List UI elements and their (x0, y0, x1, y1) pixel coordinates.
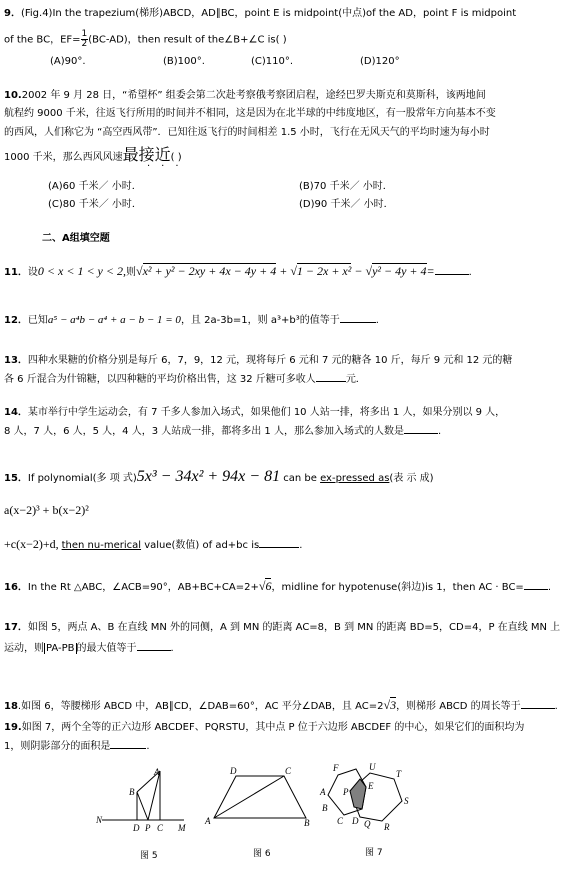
q14-end: . (437, 426, 442, 437)
q19-end: . (146, 741, 150, 752)
q19-line1 (4, 721, 524, 734)
q10-emphasis: 最接近 (122, 145, 171, 164)
q13-end: 元． (345, 374, 366, 385)
q16-answer-blank[interactable] (524, 589, 548, 590)
q10-line1 (4, 89, 486, 102)
q11-expr3: y² − 4y + 4 (372, 264, 427, 278)
q10-text-line4: 1000 千米，那么西风风速 (4, 152, 123, 163)
q18-sqrt-value: 3 (390, 698, 397, 712)
q15-polynomial: 5x³ − 34x² + 94x − 81 (136, 468, 281, 485)
fig5-caption: 图 5 (140, 851, 158, 861)
q9-line1 (4, 7, 516, 20)
q15-pre: If polynomial(多 项 式) (27, 473, 137, 484)
q14-text-line2: 8 人，7 人，6 人，5 人，4 人，3 人站成一排，都将多出 1 人，那么参加入场式的人数是 (4, 426, 404, 437)
fig7-label-c: C (337, 816, 344, 826)
q18-answer-blank[interactable] (521, 708, 555, 709)
q16-number: 16． (4, 582, 28, 593)
fig7-label-d: D (352, 816, 359, 826)
q16-sqrt: √6 (258, 579, 272, 593)
fig6-caption: 图 6 (253, 849, 271, 859)
q19-number: 19. (4, 722, 22, 733)
q9-option-b: (B)100°. (163, 56, 205, 67)
q19-line2 (4, 740, 150, 753)
fig7-label-u: U (369, 762, 376, 772)
q14-text-line1: 某市举行中学生运动会，有 7 千多人参加入场式，如果他们 10 人站一排，将多出 1 人，如果分别以 9 人， (27, 407, 506, 418)
fig7-label-q: Q (364, 819, 371, 829)
fig7-caption: 图 7 (365, 848, 383, 858)
section-heading: 二、A组填空题 (42, 233, 110, 244)
q13-line2 (4, 373, 366, 386)
q9-text-line2-pre: of the BC，EF= (4, 34, 81, 46)
q10-number: 10. (4, 90, 22, 101)
q11-expr1: x² + y² − 2xy + 4x − 4y + 4 (142, 264, 277, 278)
fig6-label-b: B (304, 818, 310, 826)
q13-text-line1: 四种水果糖的价格分别是每斤 6，7，9，12 元，现将每斤 6 元和 7 元的糖各 10 斤，每斤 9 元和 12 元的糖 (27, 355, 513, 366)
q19-text-line2: 1，则阴影部分的面积是 (4, 741, 111, 752)
q15-number: 15． (4, 473, 28, 484)
q9-frac-den: 2 (81, 39, 88, 49)
q9-option-c: (C)110°. (251, 56, 294, 67)
q15-post: (表 示 成) (389, 473, 434, 484)
q11-end: . (468, 267, 472, 278)
q14-line2 (4, 425, 441, 438)
q16-post: ，midline for hypotenuse(斜边)is 1，then AC · BC= (271, 582, 524, 593)
q12-pre: 已知 (27, 315, 48, 326)
q11-condition: 0 < x < 1 < y < 2, (37, 264, 126, 278)
q18-end: . (554, 701, 558, 712)
fig5-label-b: B (129, 787, 135, 797)
q10-text-line1: 2002 年 9 月 28 日，“希望杯” 组委会第二次赴考察俄考察团启程，途经巴罗夫斯克和莫斯科，该两地间 (21, 90, 486, 101)
q16-end: . (547, 582, 551, 593)
q16-pre: In the Rt △ABC，∠ACB=90°，AB+BC+CA=2+ (27, 582, 259, 593)
q12-line (4, 312, 379, 329)
q15-line3-pre: +c(x−2)+d, (4, 537, 62, 551)
q9-option-d: (D)120° (360, 56, 400, 67)
q17-line1 (4, 621, 560, 634)
q9-frac-num: 1 (81, 29, 88, 39)
fig7-label-a: A (320, 787, 326, 797)
q15-expressed: ex-pressed as (320, 473, 390, 484)
q12-end: . (375, 315, 379, 326)
q10-option-b: (B)70 千米／ 小时． (299, 181, 393, 192)
fig7-label-b: B (322, 803, 328, 813)
q10-emphasis-dots: ··· (147, 161, 190, 172)
q11-root2: √1 − 2x + x² (290, 264, 352, 278)
q18-line (4, 697, 558, 715)
q14-line1 (4, 406, 505, 419)
fig7-label-e: E (368, 781, 374, 791)
q13-number: 13． (4, 355, 28, 366)
q17-line2-pre: 运动，则 (4, 643, 44, 654)
fig5-label-p: P (145, 823, 151, 833)
fig6-trapezoid (214, 776, 306, 818)
q9-number: 9． (4, 8, 21, 19)
figure-5 (96, 765, 188, 833)
fig5-label-c: C (157, 823, 164, 833)
fig7-label-f: F (333, 763, 339, 773)
fig7-shaded-region (350, 779, 366, 809)
q15-line3-post: value(数值) of ad+bc is (141, 540, 260, 551)
q11-line: 11．设0 < x < 1 < y < 2,则√x² + y² − 2xy + 4x − 4y + 4 + √1 − 2x + x² − √y² − 4y + 4= . (4, 264, 472, 278)
figure-6 (200, 766, 312, 826)
q17-number: 17． (4, 622, 28, 633)
q16-sqrt-value: 6 (265, 579, 272, 593)
q9-line2 (4, 30, 287, 51)
q17-abs (44, 643, 77, 654)
q13-line1 (4, 354, 512, 367)
fig6-label-c: C (285, 766, 292, 776)
q11-equals: = (426, 264, 435, 278)
q18-sqrt: √3 (383, 698, 397, 712)
q10-line3: 的西风，人们称它为 “高空西风带”．已知往返飞行的时间相差 1.5 小时，飞行在无风天气的平均时速为每小时 (4, 127, 490, 138)
fig5-label-m: M (178, 823, 186, 833)
q9-option-a: (A)90°. (50, 56, 86, 67)
q15-line3 (4, 538, 302, 552)
q13-text-line2: 各 6 斤混合为什锦糖，以四种糖的平均价格出售，这 32 斤糖可多收人 (4, 374, 316, 385)
q12-equation: a⁵ − a⁴b − a⁴ + a − b − 1 = 0 (47, 314, 181, 326)
q11-root1: √x² + y² − 2xy + 4x − 4y + 4 (135, 264, 277, 278)
q14-number: 14． (4, 407, 28, 418)
fig7-label-s: S (404, 796, 409, 806)
q18-pre: .如图 6，等腰梯形 ABCD 中，AB∥CD，∠DAB=60°，AC 平分∠DAB，且 AC=2 (17, 701, 384, 712)
q18-post: ，则梯形 ABCD 的周长等于 (396, 701, 521, 712)
q9-text-line2-post: (BC-AD)，then result of the∠B+∠C is( ) (88, 34, 287, 46)
q11-number: 11． (4, 267, 28, 278)
fig5-label-n: N (96, 815, 103, 825)
q15-end: . (299, 540, 303, 551)
q12-number: 12． (4, 315, 28, 326)
fig5-label-d: D (133, 823, 140, 833)
q12-post: ，且 2a-3b=1，则 a³+b³的值等于 (180, 315, 340, 326)
q17-text-line1: 如图 5，两点 A、B 在直线 MN 外的同侧，A 到 MN 的距离 AC=8，B 到 MN 的距离 BD=5，CD=4，P 在直线 MN 上 (27, 622, 561, 633)
q17-line2-post: 的最大值等于 (76, 643, 137, 654)
q14-answer-blank[interactable] (404, 433, 438, 434)
fig5-segment-pb (137, 792, 148, 820)
q19-text-line1: 如图 7，两个全等的正六边形 ABCDEF、PQRSTU，其中点 P 位于六边形 ABCDEF 的中心，如果它们的面积均为 (21, 722, 525, 733)
q15-then-numerical: then nu-merical (61, 540, 142, 551)
q17-answer-blank[interactable] (137, 650, 171, 651)
q11-then: 则 (125, 267, 136, 278)
q17-end: . (170, 643, 174, 654)
fig6-label-a: A (205, 816, 211, 826)
q11-answer-blank[interactable] (435, 274, 469, 275)
q17-abs-expr: PA-PB (46, 643, 75, 654)
q10-option-d: (D)90 千米／ 小时． (299, 199, 394, 210)
fig7-label-p: P (343, 787, 349, 797)
q15-line2: a(x−2)³ + b(x−2)² (4, 503, 89, 517)
fig7-label-t: T (396, 769, 402, 779)
q10-text-line4-post: ( ) (170, 152, 182, 163)
q17-line2 (4, 641, 174, 657)
q11-expr2: 1 − 2x + x² (296, 264, 352, 278)
fig7-label-r: R (384, 822, 390, 832)
q18-number: 18 (4, 701, 18, 712)
q19-answer-blank[interactable] (110, 748, 146, 749)
q12-answer-blank[interactable] (340, 322, 376, 323)
q15-mid: can be (280, 473, 321, 484)
q11-root3: √y² − 4y + 4 (365, 264, 427, 278)
q15-line1 (4, 467, 434, 489)
q9-text-line1: (Fig.4)In the trapezium(梯形)ABCD，AD∥BC，point E is midpoint(中点)of the AD，point F is midpoint (20, 8, 517, 19)
q15-answer-blank[interactable] (259, 547, 299, 548)
q10-option-a: (A)60 千米／ 小时． (48, 181, 142, 192)
figure-7 (318, 757, 418, 839)
q16-line (4, 578, 551, 596)
fig5-segment-pa (148, 771, 160, 820)
fig6-label-d: D (230, 766, 237, 776)
q13-answer-blank[interactable] (316, 381, 346, 382)
q10-option-c: (C)80 千米／ 小时． (48, 199, 142, 210)
q10-line2: 航程约 9000 千米，往返飞行所用的时间并不相同，这是因为在北半球的中纬度地区，有一股常年方向基本不变 (4, 108, 496, 119)
q11-pre: 设 (27, 267, 38, 278)
fig5-label-a: A (154, 767, 160, 777)
